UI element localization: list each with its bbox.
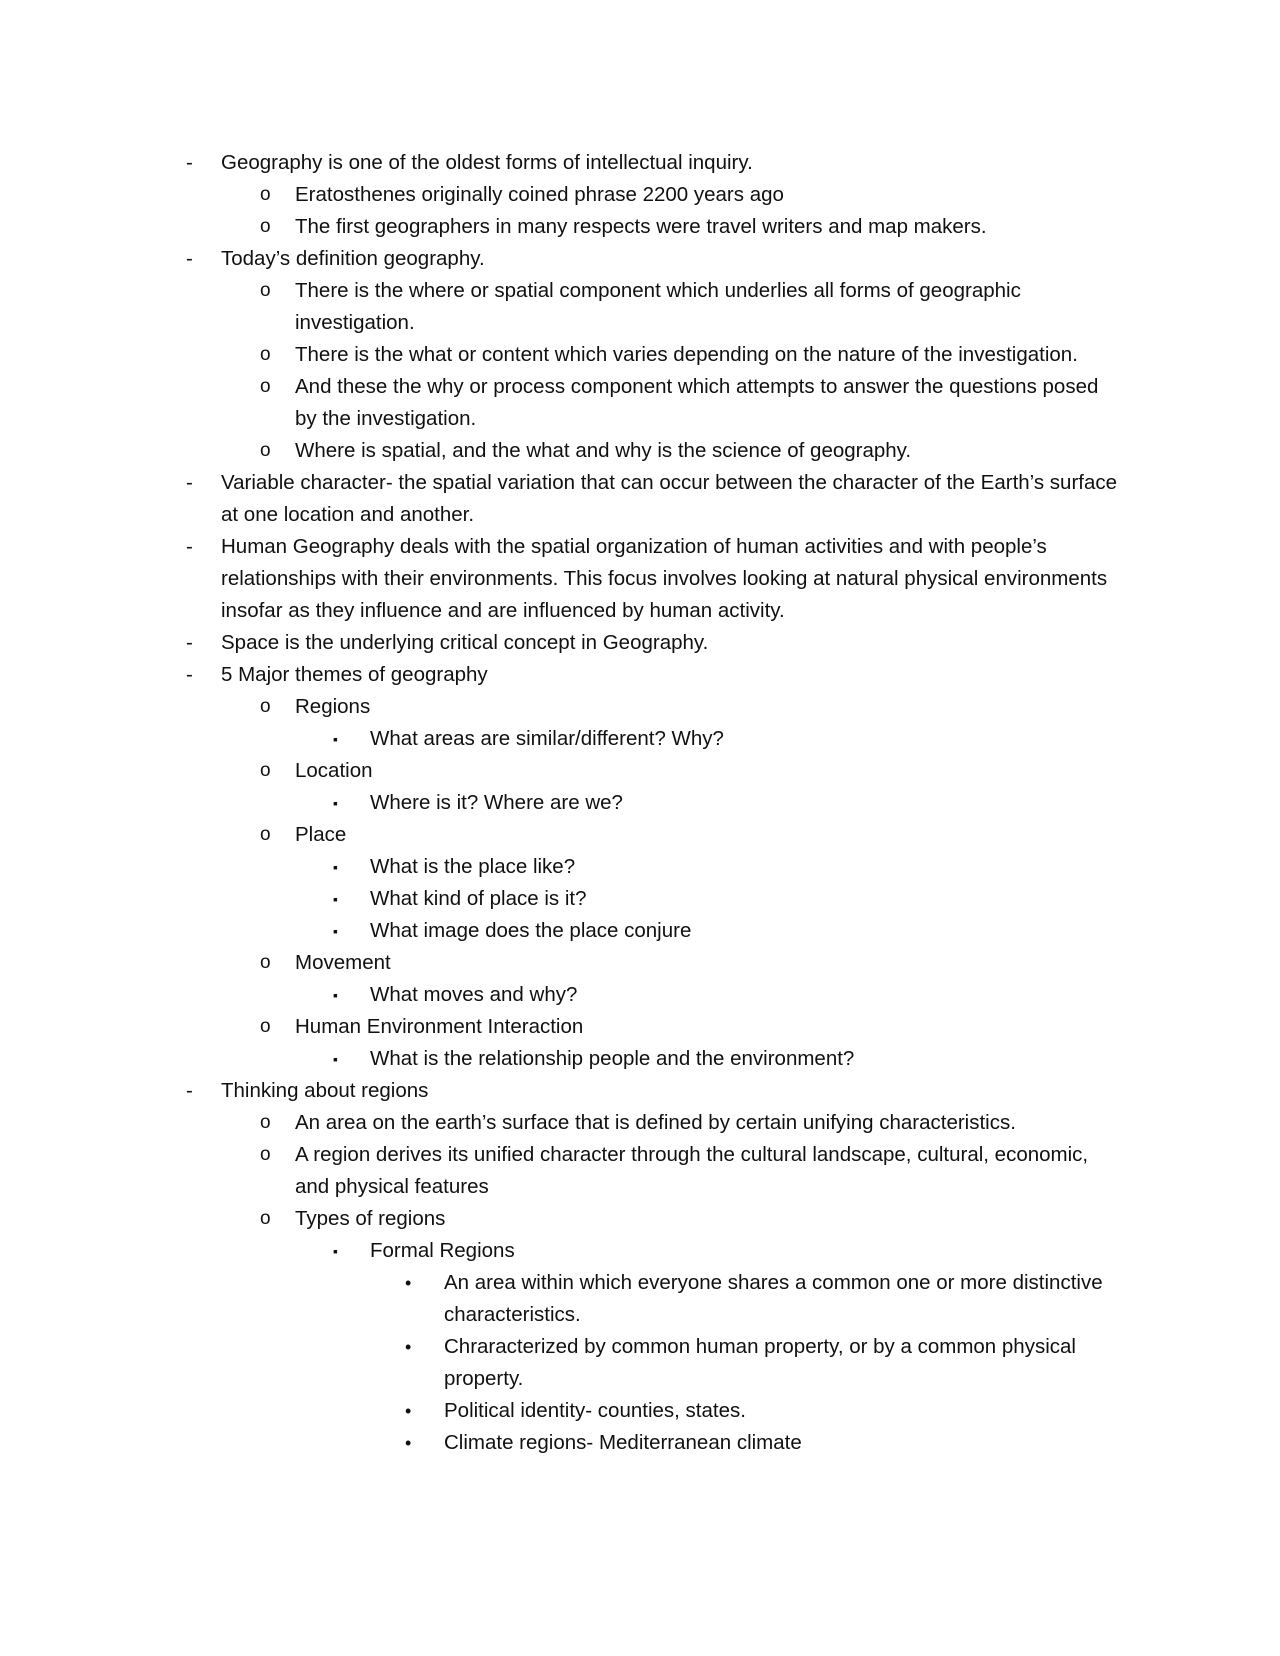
dot-bullet-icon: •: [405, 1433, 412, 1453]
square-bullet-icon: ▪: [333, 1243, 338, 1259]
circle-bullet-icon: o: [260, 952, 271, 973]
square-bullet-icon: ▪: [333, 923, 338, 939]
list-item-text: Human Geography deals with the spatial organization of human activities and with people’s relationships with their environments. This focus involves looking at natural physical environments insofar as they influence and are influenced by human activity.: [221, 535, 1108, 622]
dash-bullet-icon: -: [186, 247, 193, 270]
list-item-text: Human Environment Interaction: [295, 1015, 584, 1038]
list-item-text: What kind of place is it?: [370, 887, 587, 910]
list-item: [180, 275, 1120, 339]
circle-bullet-icon: o: [260, 1016, 271, 1037]
list-item: [180, 531, 1120, 627]
list-item: [180, 1107, 1120, 1139]
circle-bullet-icon: o: [260, 216, 271, 237]
list-item: [180, 371, 1120, 435]
square-bullet-icon: ▪: [333, 795, 338, 811]
circle-bullet-icon: o: [260, 1144, 271, 1165]
dash-bullet-icon: -: [186, 535, 193, 558]
list-item: [180, 1075, 1120, 1107]
notes-outline: [180, 147, 1120, 1459]
list-item-text: The first geographers in many respects were travel writers and map makers.: [295, 215, 987, 238]
list-item: [180, 851, 1120, 883]
list-item-text: What is the place like?: [370, 855, 576, 878]
list-item: [180, 979, 1120, 1011]
list-item-text: There is the where or spatial component which underlies all forms of geographic investigation.: [295, 279, 1021, 334]
list-item: [180, 691, 1120, 723]
circle-bullet-icon: o: [260, 280, 271, 301]
square-bullet-icon: ▪: [333, 891, 338, 907]
list-item: [180, 1011, 1120, 1043]
dash-bullet-icon: -: [186, 1079, 193, 1102]
list-item-text: What moves and why?: [370, 983, 578, 1006]
list-item-text: An area on the earth’s surface that is defined by certain unifying characteristics.: [295, 1111, 1016, 1134]
list-item: [180, 883, 1120, 915]
dash-bullet-icon: -: [186, 471, 193, 494]
list-item: [180, 1267, 1120, 1331]
circle-bullet-icon: o: [260, 1112, 271, 1133]
list-item: [180, 435, 1120, 467]
list-item-text: Climate regions- Mediterranean climate: [444, 1431, 802, 1454]
dash-bullet-icon: -: [186, 631, 193, 654]
list-item: [180, 755, 1120, 787]
list-item-text: What areas are similar/different? Why?: [370, 727, 724, 750]
list-item: [180, 1203, 1120, 1235]
list-item: [180, 947, 1120, 979]
list-item: [180, 659, 1120, 691]
circle-bullet-icon: o: [260, 344, 271, 365]
dot-bullet-icon: •: [405, 1273, 412, 1293]
list-item-text: There is the what or content which varies depending on the nature of the investigation.: [295, 343, 1078, 366]
list-item: [180, 467, 1120, 531]
list-item-text: A region derives its unified character through the cultural landscape, cultural, economic, and physical features: [295, 1143, 1089, 1198]
circle-bullet-icon: o: [260, 184, 271, 205]
list-item-text: Movement: [295, 951, 391, 974]
list-item-text: Chraracterized by common human property, or by a common physical property.: [444, 1335, 1076, 1390]
list-item-text: Eratosthenes originally coined phrase 2200 years ago: [295, 183, 784, 206]
circle-bullet-icon: o: [260, 1208, 271, 1229]
list-item: [180, 1235, 1120, 1267]
list-item-text: Thinking about regions: [221, 1079, 429, 1102]
list-item-text: Regions: [295, 695, 371, 718]
list-item-text: Geography is one of the oldest forms of intellectual inquiry.: [221, 151, 753, 174]
list-item: [180, 243, 1120, 275]
circle-bullet-icon: o: [260, 376, 271, 397]
circle-bullet-icon: o: [260, 440, 271, 461]
square-bullet-icon: ▪: [333, 987, 338, 1003]
list-item-text: Variable character- the spatial variation that can occur between the character of the Earth’s surface at one location and another.: [221, 471, 1118, 526]
list-item-text: Types of regions: [295, 1207, 446, 1230]
list-item-text: What is the relationship people and the environment?: [370, 1047, 855, 1070]
square-bullet-icon: ▪: [333, 731, 338, 747]
list-item-text: An area within which everyone shares a common one or more distinctive characteristics.: [444, 1271, 1103, 1326]
list-item: [180, 147, 1120, 179]
list-item-text: Today’s definition geography.: [221, 247, 485, 270]
dot-bullet-icon: •: [405, 1337, 412, 1357]
circle-bullet-icon: o: [260, 696, 271, 717]
list-item-text: What image does the place conjure: [370, 919, 692, 942]
dash-bullet-icon: -: [186, 151, 193, 174]
circle-bullet-icon: o: [260, 824, 271, 845]
list-item: [180, 627, 1120, 659]
list-item: [180, 819, 1120, 851]
list-item: [180, 1043, 1120, 1075]
list-item: [180, 787, 1120, 819]
list-item: [180, 211, 1120, 243]
list-item: [180, 915, 1120, 947]
list-item-text: And these the why or process component which attempts to answer the questions posed by the investigation.: [295, 375, 1099, 430]
list-item-text: Space is the underlying critical concept in Geography.: [221, 631, 709, 654]
square-bullet-icon: ▪: [333, 859, 338, 875]
square-bullet-icon: ▪: [333, 1051, 338, 1067]
list-item-text: Political identity- counties, states.: [444, 1399, 746, 1422]
list-item: [180, 1139, 1120, 1203]
list-item-text: Formal Regions: [370, 1239, 515, 1262]
list-item: [180, 1395, 1120, 1427]
list-item: [180, 339, 1120, 371]
list-item: [180, 1331, 1120, 1395]
list-item-text: Where is it? Where are we?: [370, 791, 623, 814]
dot-bullet-icon: •: [405, 1401, 412, 1421]
list-item-text: Where is spatial, and the what and why is the science of geography.: [295, 439, 912, 462]
list-item-text: 5 Major themes of geography: [221, 663, 488, 686]
list-item: [180, 179, 1120, 211]
list-item: [180, 723, 1120, 755]
list-item: [180, 1427, 1120, 1459]
list-item-text: Location: [295, 759, 373, 782]
circle-bullet-icon: o: [260, 760, 271, 781]
list-item-text: Place: [295, 823, 347, 846]
dash-bullet-icon: -: [186, 663, 193, 686]
